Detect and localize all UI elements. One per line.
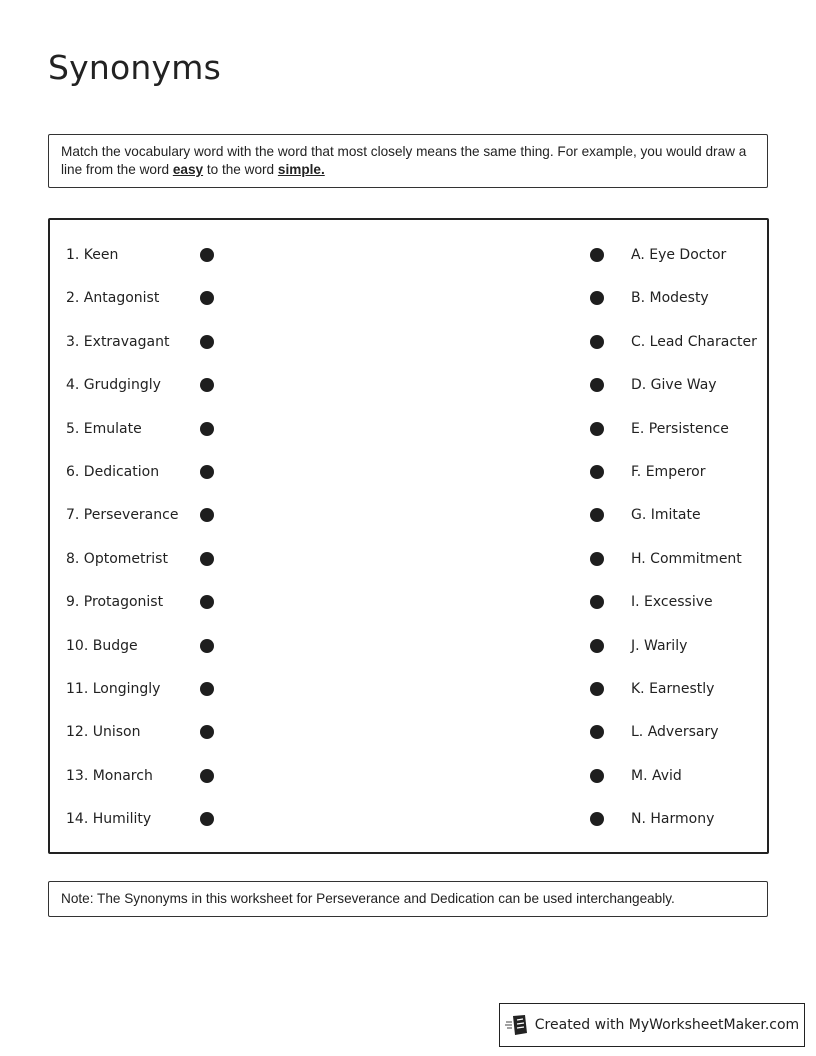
- example-word: easy: [172, 162, 204, 177]
- synonym-option: I. Excessive: [631, 594, 713, 610]
- example-match: simple.: [277, 162, 325, 177]
- right-dot-anchor[interactable]: [590, 335, 604, 349]
- vocab-word: 9. Protagonist: [66, 594, 164, 610]
- right-dot-anchor[interactable]: [590, 291, 604, 305]
- footer-text: Created with MyWorksheetMaker.com: [534, 1017, 800, 1033]
- synonym-option: F. Emperor: [631, 464, 706, 480]
- worksheet-maker-logo-icon: [505, 1014, 529, 1036]
- right-dot-anchor[interactable]: [590, 552, 604, 566]
- vocab-word: 12. Unison: [66, 724, 141, 740]
- synonym-option: B. Modesty: [631, 290, 709, 306]
- right-dot-anchor[interactable]: [590, 378, 604, 392]
- instructions-text: Match the vocabulary word with the word that most closely means the same thing. For example, you would draw a line from the word: [61, 144, 747, 177]
- left-dot-anchor[interactable]: [200, 552, 214, 566]
- synonym-option: N. Harmony: [631, 811, 715, 827]
- instructions-box: [48, 134, 768, 188]
- synonym-option: M. Avid: [631, 768, 682, 784]
- right-dot-anchor[interactable]: [590, 682, 604, 696]
- synonym-option: L. Adversary: [631, 724, 719, 740]
- right-dot-anchor[interactable]: [590, 508, 604, 522]
- left-dot-anchor[interactable]: [200, 378, 214, 392]
- left-dot-anchor[interactable]: [200, 812, 214, 826]
- vocab-word: 2. Antagonist: [66, 290, 160, 306]
- left-dot-anchor[interactable]: [200, 335, 214, 349]
- left-dot-anchor[interactable]: [200, 725, 214, 739]
- vocab-word: 5. Emulate: [66, 421, 142, 437]
- vocab-word: 11. Longingly: [66, 681, 161, 697]
- note-text: Note: The Synonyms in this worksheet for Perseverance and Dedication can be used interchangeably.: [61, 891, 675, 906]
- instructions-text-middle: to the word: [203, 162, 278, 177]
- left-dot-anchor[interactable]: [200, 508, 214, 522]
- synonym-option: G. Imitate: [631, 507, 701, 523]
- left-dot-anchor[interactable]: [200, 291, 214, 305]
- synonym-option: D. Give Way: [631, 377, 717, 393]
- synonym-option: A. Eye Doctor: [631, 247, 727, 263]
- synonym-option: E. Persistence: [631, 421, 729, 437]
- vocab-word: 1. Keen: [66, 247, 119, 263]
- note-box: [48, 881, 768, 917]
- vocab-word: 7. Perseverance: [66, 507, 179, 523]
- right-dot-anchor[interactable]: [590, 639, 604, 653]
- left-dot-anchor[interactable]: [200, 248, 214, 262]
- vocab-word: 10. Budge: [66, 638, 138, 654]
- vocab-word: 13. Monarch: [66, 768, 153, 784]
- page-title: Synonyms: [48, 48, 221, 87]
- left-dot-anchor[interactable]: [200, 595, 214, 609]
- synonym-option: K. Earnestly: [631, 681, 715, 697]
- vocab-word: 4. Grudgingly: [66, 377, 161, 393]
- synonym-option: H. Commitment: [631, 551, 742, 567]
- vocab-word: 14. Humility: [66, 811, 152, 827]
- right-dot-anchor[interactable]: [590, 248, 604, 262]
- left-dot-anchor[interactable]: [200, 639, 214, 653]
- right-dot-anchor[interactable]: [590, 769, 604, 783]
- left-dot-anchor[interactable]: [200, 682, 214, 696]
- left-dot-anchor[interactable]: [200, 769, 214, 783]
- vocab-word: 6. Dedication: [66, 464, 160, 480]
- left-dot-anchor[interactable]: [200, 465, 214, 479]
- right-dot-anchor[interactable]: [590, 595, 604, 609]
- right-dot-anchor[interactable]: [590, 812, 604, 826]
- synonym-option: C. Lead Character: [631, 334, 757, 350]
- footer-credit[interactable]: [499, 1003, 805, 1047]
- synonym-option: J. Warily: [631, 638, 688, 654]
- right-dot-anchor[interactable]: [590, 465, 604, 479]
- vocab-word: 8. Optometrist: [66, 551, 168, 567]
- matching-board: [48, 218, 769, 854]
- right-dot-anchor[interactable]: [590, 725, 604, 739]
- left-dot-anchor[interactable]: [200, 422, 214, 436]
- vocab-word: 3. Extravagant: [66, 334, 170, 350]
- right-dot-anchor[interactable]: [590, 422, 604, 436]
